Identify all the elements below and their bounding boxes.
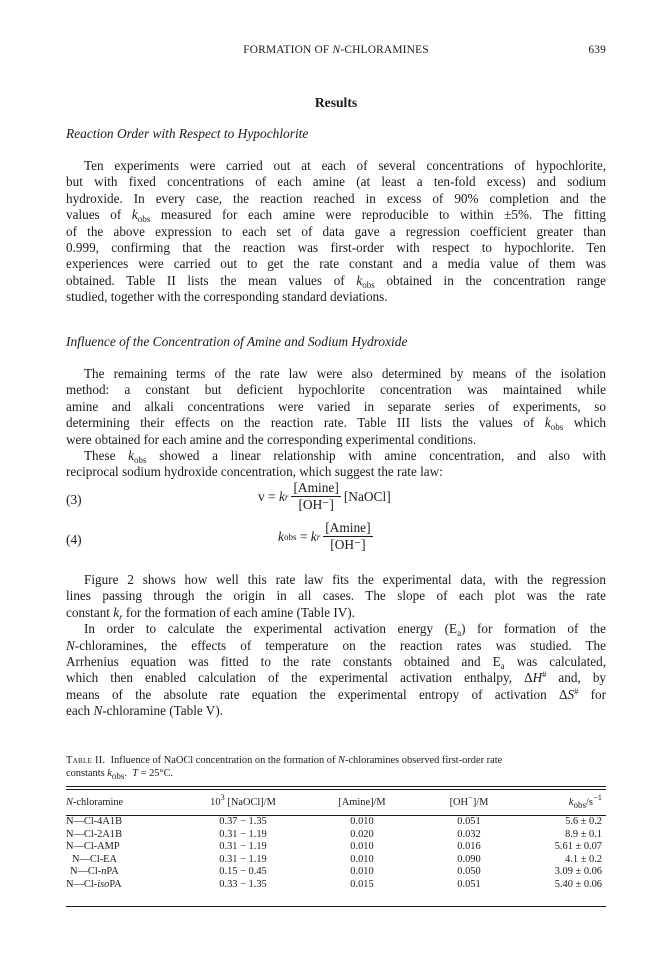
cell-naocl: 0.33 − 1.35 — [219, 878, 267, 890]
cell-oh: 0.050 — [457, 866, 481, 878]
equation-4: (4) k obs = k r $\frac{[Amine]}{[OH^-]}$ — [66, 520, 371, 552]
subsection-heading-hypochlorite: Reaction Order with Respect to Hypochlorite — [66, 126, 309, 141]
header-oh: [OH−]/M — [449, 791, 489, 808]
cell-kobs: 5.6 ± 0.2 — [565, 816, 602, 827]
cell-kobs: 5.61 ± 0.07 — [554, 841, 602, 853]
cell-oh: 0.032 — [457, 828, 481, 840]
cell-naocl: 0.31 − 1.19 — [219, 828, 267, 840]
table-header-row — [66, 792, 606, 812]
header-amine: N-chloramine — [66, 796, 124, 808]
table-row — [66, 829, 606, 842]
cell-amine: N—Cl-AMP — [66, 841, 120, 853]
paragraph-hypochlorite: Ten experiments were carried out at each of several concentrations of hypochlorite, but with fixed concentrations of each amine (at least a ten-fold excess) and sodium hydroxide. In every case, the reaction reached in excess of 90% completion and the values of $k_{obs}$ measured for each amine were reproducible to within ±5%. The fitting of the above expression to each set of data gave a regression coefficient greater than 0.999, confirming that the reaction was first-order with respect to hypochlorite. Ten experiences were carried out to get the rate constant and a media value of them was obtained. Table II lists the mean values of $k_{obs}$ obtained in the concentration range studied, together with the corresponding standard deviations. — [66, 158, 606, 305]
header-amine-conc: [Amine]/M — [338, 796, 386, 808]
running-head — [66, 44, 606, 60]
running-head-title: FORMATION OF N-CHLORAMINES — [243, 44, 429, 56]
cell-naocl: 0.15 − 0.45 — [219, 866, 267, 878]
header-naocl: $10^3$ [NaOCl]/M — [210, 791, 276, 808]
kobs-table — [66, 792, 606, 892]
cell-amine-conc: 0.010 — [350, 853, 374, 865]
cell-amine: N—Cl-nPA — [70, 866, 119, 878]
header-kobs: $k_{obs}/s^{-1}$ — [568, 791, 602, 810]
cell-amine: N—Cl-4A1B — [66, 816, 122, 827]
table-top-rule — [66, 786, 606, 787]
cell-oh: 0.090 — [457, 853, 481, 865]
cell-amine-conc: 0.020 — [350, 828, 374, 840]
cell-naocl: 0.31 − 1.19 — [219, 841, 267, 853]
equation-number: (3) — [66, 492, 82, 507]
table-row — [66, 841, 606, 854]
table-row — [66, 879, 606, 892]
equation-3: (3) v = k r $\frac{[Amine]}{[OH^-]}$ [NaOCl] — [66, 480, 391, 512]
cell-oh: 0.016 — [457, 841, 481, 853]
cell-kobs: 8.9 ± 0.1 — [565, 828, 602, 840]
cell-naocl: 0.37 − 1.35 — [219, 816, 267, 827]
paragraph-figure-2: Figure 2 shows how well this rate law fits the experimental data, with the regression lines passing through the origin in all cases. The slope of each plot was the rate constant $k_r$ for the formation of each amine (Table IV). In order to calculate the experimental activation energy $(E_a)$ for formation of the N-chloramines, the effects of temperature on the reaction rates was studied. The Arrhenius equation was fitted to the rate constants obtained and $E_a$ was calculated, which then enabled calculation of the experimental activation enthalpy, ΔH# and, by means of the absolute rate equation the experimental entropy of activation ΔS# for each N-chloramine (Table V). — [66, 572, 607, 719]
cell-oh: 0.051 — [457, 878, 481, 890]
table-row — [66, 854, 606, 867]
cell-amine-conc: 0.015 — [350, 878, 374, 890]
table-row — [66, 866, 606, 879]
paragraph-isolation-method: The remaining terms of the rate law were also determined by means of the isolation method: a constant but deficient hypochlorite concentration was maintained while amine and alkali concentrations were varied in separate series of experiments, so determining their effects on the reaction rate. Table III lists the values of $k_{obs}$ which were obtained for each amine and the corresponding experimental conditions. These $k_{obs}$ showed a linear relationship with amine concentration, and also with reciprocal sodium hydroxide concentration, which suggest the rate law: — [66, 366, 607, 480]
cell-amine: N—Cl-EA — [72, 853, 118, 865]
cell-amine-conc: 0.010 — [350, 866, 374, 878]
equation-number: (4) — [66, 532, 82, 547]
cell-amine: N—Cl-2A1B — [66, 828, 122, 840]
cell-kobs: 5.40 ± 0.06 — [554, 878, 602, 890]
table-top-rule-double — [66, 789, 606, 790]
cell-naocl: 0.31 − 1.19 — [219, 853, 267, 865]
cell-oh: 0.051 — [457, 816, 481, 827]
table-caption: Table II. Influence of NaOCl concentration on the formation of N-chloramines observed first-order rate constants $k_{obs}$. T = 25°C. — [66, 755, 503, 781]
cell-amine: N—Cl-isoPA — [66, 878, 122, 890]
cell-amine-conc: 0.010 — [350, 816, 374, 827]
table-bottom-rule — [66, 906, 606, 907]
subsection-heading-amine-naoh: Influence of the Concentration of Amine and Sodium Hydroxide — [66, 334, 408, 349]
page-number: 639 — [588, 44, 606, 56]
section-title: Results — [314, 95, 358, 110]
table-row — [66, 816, 606, 829]
cell-amine-conc: 0.010 — [350, 841, 374, 853]
cell-kobs: 4.1 ± 0.2 — [565, 853, 602, 865]
cell-kobs: 3.09 ± 0.06 — [554, 866, 602, 878]
